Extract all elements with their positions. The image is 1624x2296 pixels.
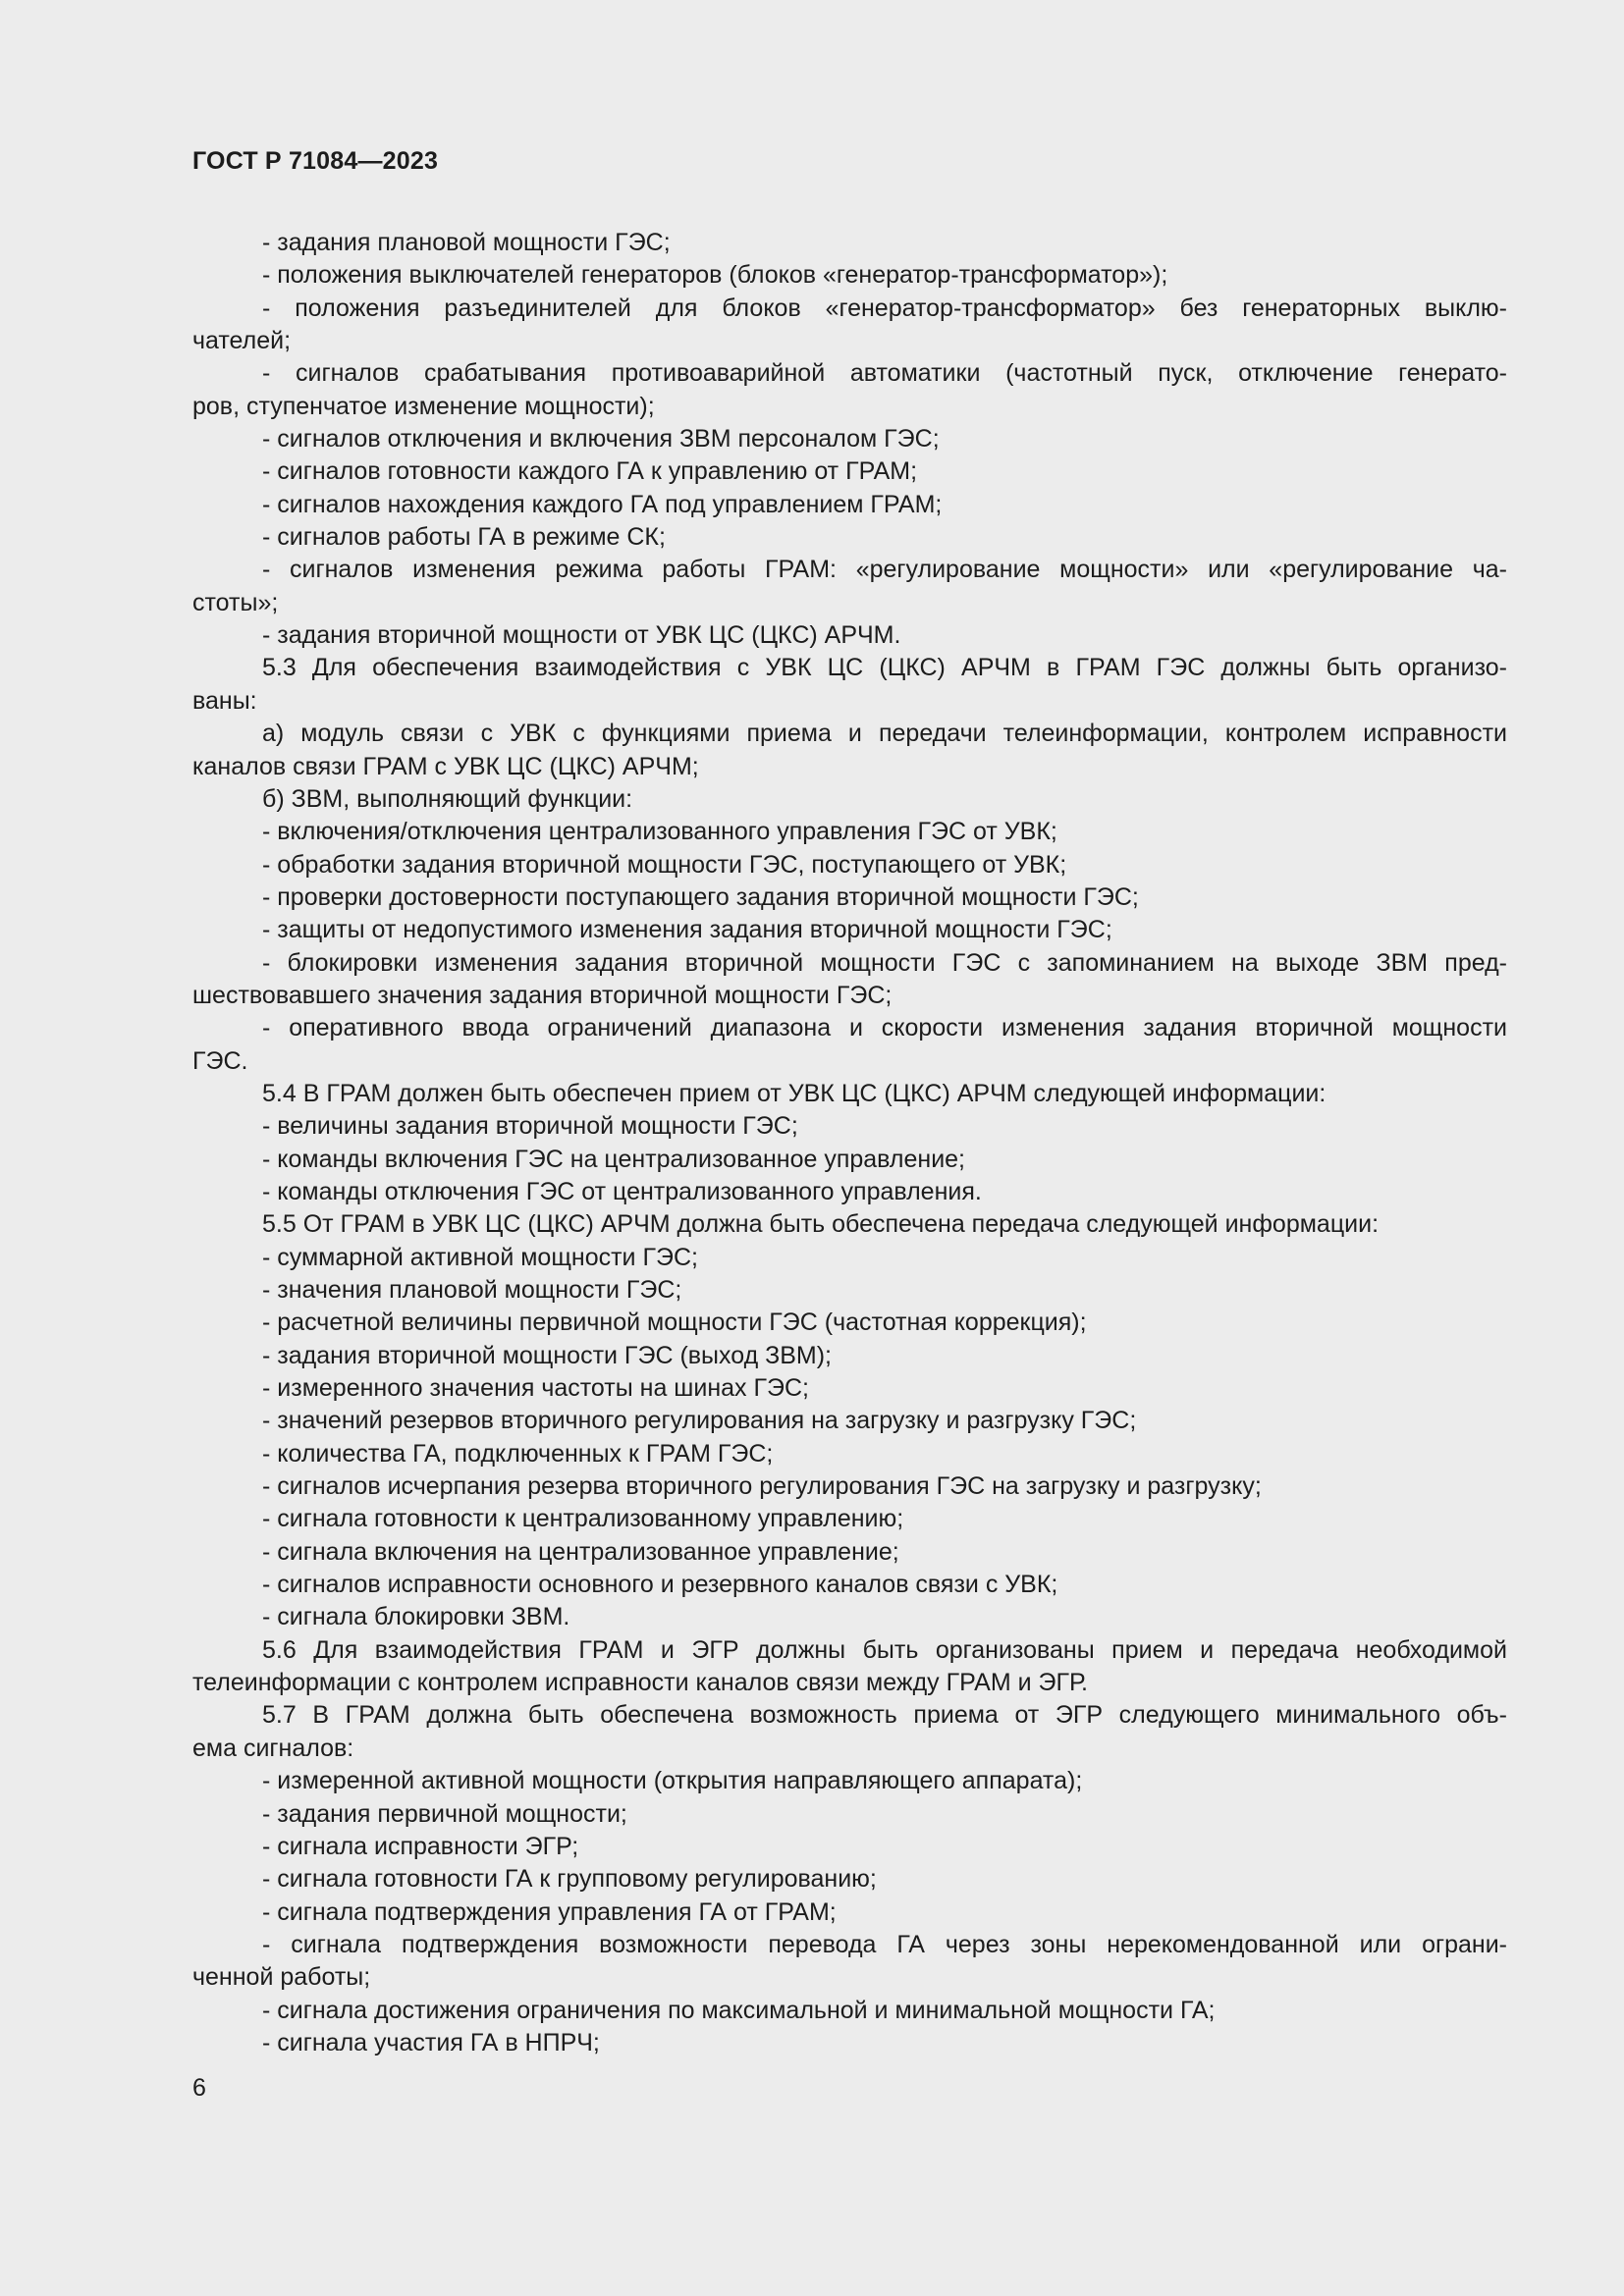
text-line: - включения/отключения централизованного управления ГЭС от УВК; [262,818,1057,846]
text-line: - задания плановой мощности ГЭС; [262,229,671,256]
text-line: - сигнала участия ГА в НПРЧ; [262,2028,600,2056]
text-line: ема сигналов: [192,1734,354,1762]
text-line: - сигналов нахождения каждого ГА под управлением ГРАМ; [262,490,943,518]
text-line: - сигнала готовности к централизованному управлению; [262,1505,904,1533]
text-line: б) ЗВМ, выполняющий функции: [262,784,633,813]
text-line: 5.7 В ГРАМ должна быть обеспечена возможность приема от ЭГР следующего минимального объ- [262,1701,1507,1730]
text-line: - сигналов работы ГА в режиме СК; [262,523,666,552]
text-line: - расчетной величины первичной мощности ГЭС (частотная коррекция); [262,1308,1087,1337]
text-line: - обработки задания вторичной мощности ГЭС, поступающего от УВК; [262,850,1067,879]
text-line: - положения разъединителей для блоков «генератор-трансформатор» без генераторных выклю- [262,294,1507,322]
text-line: - сигналов готовности каждого ГА к управлению от ГРАМ; [262,457,918,486]
text-line: - сигнала достижения ограничения по максимальной и минимальной мощности ГА; [262,1996,1216,2024]
text-line: - количества ГА, подключенных к ГРАМ ГЭС; [262,1439,774,1468]
text-line: - задания первичной мощности; [262,1799,627,1828]
text-line: - сигналов изменения режима работы ГРАМ: «регулирование мощности» или «регулирование ча- [262,556,1507,584]
text-line: - сигнала исправности ЭГР; [262,1832,579,1860]
text-line: - задания вторичной мощности ГЭС (выход ЗВМ); [262,1341,832,1369]
text-line: - сигналов отключения и включения ЗВМ персоналом ГЭС; [262,425,940,454]
text-line: телеинформации с контролем исправности каналов связи между ГРАМ и ЭГР. [192,1669,1088,1697]
text-line: - положения выключателей генераторов (блоков «генератор-трансформатор»); [262,261,1168,290]
text-line: - сигнала готовности ГА к групповому регулированию; [262,1865,877,1894]
document-header: ГОСТ Р 71084—2023 [192,147,439,175]
text-line: - сигнала подтверждения управления ГА от ГРАМ; [262,1897,837,1926]
text-line: каналов связи ГРАМ с УВК ЦС (ЦКС) АРЧМ; [192,752,699,780]
text-line: - команды включения ГЭС на централизованное управление; [262,1145,966,1173]
text-line: - сигнала подтверждения возможности перевода ГА через зоны нерекомендованной или ограни- [262,1930,1507,1958]
text-line: ГЭС. [192,1046,248,1075]
text-line: ваны: [192,686,257,715]
text-line: - сигналов исправности основного и резервного каналов связи с УВК; [262,1571,1058,1599]
text-line: 5.3 Для обеспечения взаимодействия с УВК ЦС (ЦКС) АРЧМ в ГРАМ ГЭС должны быть организо- [262,654,1507,682]
text-line: - сигнала включения на централизованное управление; [262,1537,899,1566]
text-line: - сигнала блокировки ЗВМ. [262,1603,570,1631]
text-line: - проверки достоверности поступающего задания вторичной мощности ГЭС; [262,882,1139,911]
document-body [192,227,1507,2059]
text-line: - значения плановой мощности ГЭС; [262,1276,682,1304]
text-line: чателей; [192,327,292,355]
text-line: - команды отключения ГЭС от централизованного управления. [262,1177,982,1205]
page-number: 6 [192,2074,206,2102]
text-line: - сигналов срабатывания противоаварийной автоматики (частотный пуск, отключение генерато- [262,359,1507,388]
text-line: - оперативного ввода ограничений диапазона и скорости изменения задания вторичной мощности [262,1014,1507,1042]
text-line: 5.6 Для взаимодействия ГРАМ и ЭГР должны быть организованы прием и передача необходимой [262,1635,1507,1664]
text-line: - значений резервов вторичного регулирования на загрузку и разгрузку ГЭС; [262,1407,1137,1435]
text-line: стоты»; [192,588,279,616]
text-line: - блокировки изменения задания вторичной мощности ГЭС с запоминанием на выходе ЗВМ пред- [262,948,1507,977]
text-line: - сигналов исчерпания резерва вторичного регулирования ГЭС на загрузку и разгрузку; [262,1472,1262,1501]
text-line: - измеренного значения частоты на шинах ГЭС; [262,1374,809,1403]
text-line: шествовавшего значения задания вторичной мощности ГЭС; [192,981,893,1009]
text-line: 5.5 От ГРАМ в УВК ЦС (ЦКС) АРЧМ должна быть обеспечена передача следующей информации: [262,1210,1380,1239]
text-line: - защиты от недопустимого изменения задания вторичной мощности ГЭС; [262,916,1112,944]
text-line: ченной работы; [192,1963,371,1992]
text-line: а) модуль связи с УВК с функциями приема и передачи телеинформации, контролем исправности [262,720,1507,748]
text-line: - суммарной активной мощности ГЭС; [262,1243,698,1271]
text-line: - величины задания вторичной мощности ГЭС; [262,1112,798,1141]
text-line: 5.4 В ГРАМ должен быть обеспечен прием от УВК ЦС (ЦКС) АРЧМ следующей информации: [262,1079,1326,1107]
text-line: - измеренной активной мощности (открытия направляющего аппарата); [262,1767,1083,1795]
text-line: - задания вторичной мощности от УВК ЦС (ЦКС) АРЧМ. [262,621,901,650]
text-line: ров, ступенчатое изменение мощности); [192,392,655,420]
